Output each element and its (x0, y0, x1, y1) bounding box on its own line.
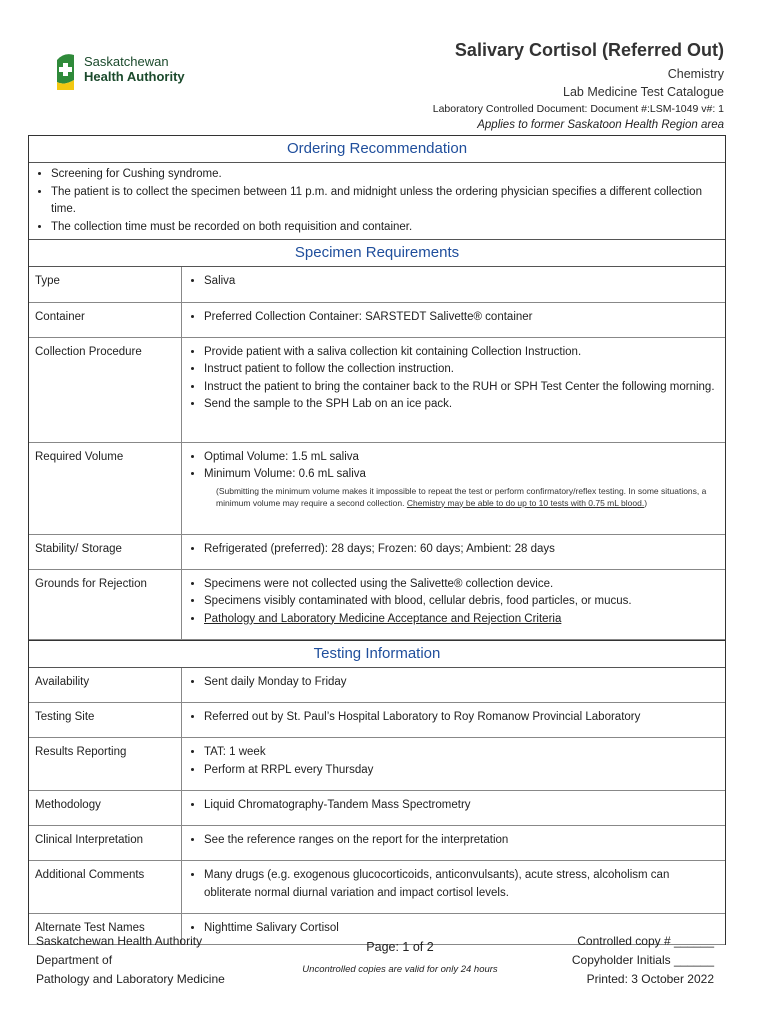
table-row (29, 861, 725, 914)
row-label: Additional Comments (29, 861, 182, 914)
list-item: • Specimens visibly contaminated with blood, cellular debris, food particles, or mucus. (204, 593, 719, 611)
list-item: • The patient is to collect the specimen between 11 p.m. and midnight unless the ordering physician specifies a different collection time. (51, 184, 719, 219)
table-row (29, 267, 725, 302)
volume-note-end: ) (644, 497, 648, 508)
footer-organization (36, 932, 225, 989)
list-item: • Preferred Collection Container: SARSTEDT Salivette® container (204, 309, 719, 327)
row-label: Grounds for Rejection (29, 569, 182, 639)
list-item: • Perform at RRPL every Thursday (204, 762, 719, 780)
list-item: • Specimens were not collected using the Salivette® collection device. (204, 576, 719, 594)
table-row (29, 534, 725, 569)
list-item: • Sent daily Monday to Friday (204, 674, 719, 692)
test-catalogue-document (28, 135, 726, 945)
volume-note-text: (Submitting the minimum volume makes it impossible to repeat the test or perform confirmatory/reflex testing. In some situations, a minimum volume may require a second collection. (216, 485, 707, 508)
list-item: • Screening for Cushing syndrome. (51, 166, 719, 184)
list-item: • Many drugs (e.g. exogenous glucocorticoids, anticonvulsants), acute stress, alcoholism can obliterate normal diurnal variation and impact cortisol levels. (204, 867, 719, 902)
logo-name-line1: Saskatchewan (84, 54, 169, 69)
footer-page-info (290, 940, 510, 975)
list-item: • Instruct the patient to bring the container back to the RUH or SPH Test Center the following morning. (204, 379, 719, 397)
table-row (29, 569, 725, 639)
footer-line: Pathology and Laboratory Medicine (36, 972, 225, 986)
row-label: Collection Procedure (29, 337, 182, 442)
document-title: Salivary Cortisol (Referred Out) (454, 40, 724, 60)
footer-control (572, 932, 714, 989)
specimen-table (29, 267, 725, 640)
testing-table (29, 668, 725, 945)
applies-to-area: Applies to former Saskatoon Health Region area (477, 119, 724, 131)
row-label: Testing Site (29, 703, 182, 738)
row-label: Container (29, 302, 182, 337)
table-row (29, 337, 725, 442)
row-label: Availability (29, 668, 182, 703)
list-item: • TAT: 1 week (204, 744, 719, 762)
ordering-recommendation (29, 163, 725, 240)
specimen-section-title: Specimen Requirements (29, 240, 725, 267)
table-row (29, 826, 725, 861)
table-row (29, 703, 725, 738)
list-item: • Optimal Volume: 1.5 mL saliva (204, 449, 719, 467)
footer-line: Copyholder Initials ______ (571, 953, 714, 967)
logo-name-line2: Health Authority (84, 69, 185, 84)
footer-line: Printed: 3 October 2022 (586, 972, 714, 986)
volume-note (188, 485, 719, 509)
list-item: • Instruct patient to follow the collection instruction. (204, 361, 719, 379)
list-item: • Nighttime Salivary Cortisol (204, 920, 719, 938)
uncontrolled-notice: Uncontrolled copies are valid for only 24 hours (302, 964, 498, 975)
list-item: • Minimum Volume: 0.6 mL saliva (204, 466, 719, 484)
list-item: • Liquid Chromatography-Tandem Mass Spectrometry (204, 797, 719, 815)
document-control-number: Laboratory Controlled Document: Document #:LSM-1049 v#: 1 (432, 103, 724, 115)
footer-line: Department of (36, 953, 113, 967)
list-item: • Provide patient with a saliva collection kit containing Collection Instruction. (204, 344, 719, 362)
row-label: Clinical Interpretation (29, 826, 182, 861)
footer-line: Controlled copy # ______ (577, 934, 714, 948)
catalogue-name: Lab Medicine Test Catalogue (563, 85, 724, 99)
ordering-section-title: Ordering Recommendation (29, 136, 725, 163)
list-item: • Send the sample to the SPH Lab on an ice pack. (204, 396, 719, 414)
list-item: • The collection time must be recorded on both requisition and container. (51, 219, 719, 237)
department: Chemistry (667, 67, 724, 81)
row-label: Required Volume (29, 442, 182, 534)
table-row (29, 791, 725, 826)
blood-volume-link[interactable]: Chemistry may be able to do up to 10 tests with 0.75 mL blood. (406, 497, 645, 508)
row-label: Type (29, 267, 182, 302)
rejection-criteria-link[interactable]: Pathology and Laboratory Medicine Acceptance and Rejection Criteria (204, 612, 562, 625)
testing-section-title: Testing Information (29, 640, 725, 668)
row-label: Alternate Test Names (29, 914, 182, 945)
list-item: • Refrigerated (preferred): 28 days; Frozen: 60 days; Ambient: 28 days (204, 541, 719, 559)
page-number: Page: 1 of 2 (366, 940, 434, 954)
list-item: • Saliva (204, 273, 719, 291)
footer-line: Saskatchewan Health Authority (36, 934, 203, 948)
table-row (29, 668, 725, 703)
table-row (29, 738, 725, 791)
row-label: Results Reporting (29, 738, 182, 791)
table-row (29, 442, 725, 534)
table-row (29, 302, 725, 337)
row-label: Methodology (29, 791, 182, 826)
row-label: Stability/ Storage (29, 534, 182, 569)
list-item: • Referred out by St. Paul’s Hospital Laboratory to Roy Romanow Provincial Laboratory (204, 709, 719, 727)
sha-logo (54, 52, 204, 94)
list-item: • See the reference ranges on the report for the interpretation (204, 832, 719, 850)
sha-logo-icon (54, 52, 80, 92)
